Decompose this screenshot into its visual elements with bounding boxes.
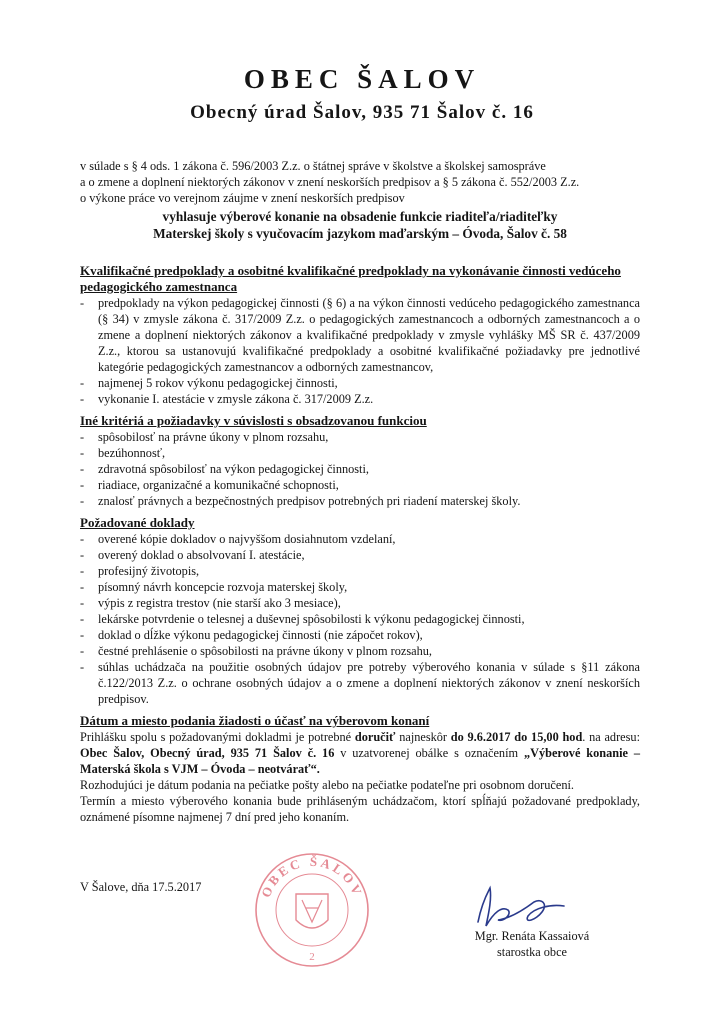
- stamp-number: 2: [309, 951, 315, 963]
- dash-marker: -: [80, 376, 85, 390]
- submission-deliver: doručiť: [354, 730, 396, 744]
- document-body: [80, 263, 640, 825]
- signer-role: starostka obce: [497, 945, 567, 959]
- signature-stroke: [478, 888, 564, 926]
- submission-paragraph: [80, 729, 640, 777]
- list-item-text: zdravotná spôsobilosť na výkon pedagogickej činnosti,: [98, 462, 369, 476]
- section-heading-submission: Dátum a miesto podania žiadosti o účasť na výberovom konaní: [80, 713, 430, 728]
- submission-text: . na adresu:: [582, 730, 640, 744]
- list-item: [80, 461, 640, 477]
- page-title: OBEC ŠALOV: [243, 64, 481, 94]
- stamp-text: OBEC ŠALOV: [258, 853, 366, 900]
- documents-list: [80, 531, 640, 707]
- list-item: [80, 493, 640, 509]
- section-heading-criteria: Iné kritériá a požiadavky v súvislosti s obsadzovanou funkciou: [80, 413, 427, 428]
- submission-address: Obec Šalov, Obecný úrad, 935 71 Šalov č. 16: [80, 746, 335, 760]
- list-item: [80, 375, 640, 391]
- list-item: [80, 477, 640, 493]
- list-item: [80, 445, 640, 461]
- criteria-list: [80, 429, 640, 509]
- section-heading-documents: Požadované doklady: [80, 515, 195, 530]
- list-item: [80, 531, 640, 547]
- list-item-text: doklad o dĺžke výkonu pedagogickej činnosti (nie zápočet rokov),: [98, 628, 423, 642]
- intro-paragraph: [80, 158, 640, 206]
- submission-envelope-label: „Výberové konanie – Materská škola s VJM – Óvoda – neotvárať“.: [80, 746, 640, 776]
- list-item: [80, 627, 640, 643]
- section-heading-qualification: Kvalifikačné predpoklady a osobitné kvalifikačné predpoklady na vykonávanie činnosti vedúceho pedagogického zamestnanca: [80, 263, 621, 294]
- list-item: [80, 391, 640, 407]
- dash-marker: -: [80, 612, 85, 626]
- list-item-text: písomný návrh koncepcie rozvoja materskej školy,: [98, 580, 348, 594]
- submission-text: v uzatvorenej obálke s označením: [334, 746, 524, 760]
- list-item: [80, 429, 640, 445]
- list-item-text: overené kópie dokladov o najvyššom dosiahnutom vzdelaní,: [98, 532, 396, 546]
- announcement: [80, 208, 640, 242]
- list-item-text: predpoklady na výkon pedagogickej činnosti (§ 6) a na výkon činnosti vedúceho pedagogického zamestnanca (§ 34) v zmysle zákona č. 317/2009 Z.z. o pedagogických zamestnancoch a odborných zamestnancoch a o zmene a doplnení niektorých zákonov a kvalifikačné predpoklady v zmysle vyhlášky MŠ SR č. 437/2009 Z.z., ktorou sa ustanovujú kvalifikačné predpoklady a osobitné kvalifikačné požiadavky pre jednotlivé kategórie pedagogických zamestnancov a odborných zamestnancov,: [98, 296, 640, 374]
- submission-text: najneskôr: [395, 730, 451, 744]
- list-item: [80, 295, 640, 375]
- page-subtitle: Obecný úrad Šalov, 935 71 Šalov č. 16: [190, 102, 534, 123]
- submission-note: Rozhodujúci je dátum podania na pečiatke pošty alebo na pečiatke podateľne pri osobnom doručení.: [80, 778, 574, 792]
- list-item-text: bezúhonnosť,: [98, 446, 166, 460]
- dash-marker: -: [80, 430, 85, 444]
- intro-line: v súlade s § 4 ods. 1 zákona č. 596/2003 Z.z. o štátnej správe v školstve a školskej samospráve: [80, 159, 546, 173]
- place-and-date: V Šalove, dňa 17.5.2017: [80, 880, 202, 894]
- announcement-line-1: vyhlasuje výberové konanie na obsadenie funkcie riaditeľa/riaditeľky: [162, 209, 558, 224]
- list-item-text: spôsobilosť na právne úkony v plnom rozsahu,: [98, 430, 329, 444]
- list-item: [80, 595, 640, 611]
- list-item-text: overený doklad o absolvovaní I. atestácie,: [98, 548, 305, 562]
- signer-block: [432, 928, 632, 960]
- stamp-emblem-detail: [302, 900, 322, 922]
- list-item-text: lekárske potvrdenie o telesnej a duševnej spôsobilosti k výkonu pedagogickej činnosti,: [98, 612, 525, 626]
- dash-marker: -: [80, 596, 85, 610]
- list-item-text: čestné prehlásenie o spôsobilosti na právne úkony v plnom rozsahu,: [98, 644, 432, 658]
- dash-marker: -: [80, 494, 85, 508]
- list-item-text: výpis z registra trestov (nie starší ako 3 mesiace),: [98, 596, 341, 610]
- dash-marker: -: [80, 548, 85, 562]
- list-item-text: riadiace, organizačné a komunikačné schopnosti,: [98, 478, 339, 492]
- dash-marker: -: [80, 628, 85, 642]
- dash-marker: -: [80, 644, 85, 658]
- dash-marker: -: [80, 296, 85, 310]
- submission-schedule: Termín a miesto výberového konania bude prihláseným uchádzačom, ktorí spĺňajú požadované predpoklady, oznámené písomne najmenej 7 dní pred jeho konaním.: [80, 794, 640, 824]
- official-stamp: [252, 850, 372, 970]
- list-item-text: profesijný životopis,: [98, 564, 200, 578]
- list-item: [80, 611, 640, 627]
- dash-marker: -: [80, 532, 85, 546]
- submission-text: Prihlášku spolu s požadovanými dokladmi je potrebné: [80, 730, 355, 744]
- list-item: [80, 579, 640, 595]
- dash-marker: -: [80, 580, 85, 594]
- dash-marker: -: [80, 462, 85, 476]
- submission-deadline: do 9.6.2017 do 15,00 hod: [450, 730, 583, 744]
- list-item-text: súhlas uchádzača na použitie osobných údajov pre potreby výberového konania v súlade s §11 zákona č.122/2013 Z.z. o ochrane osobných údajov a o zmene a doplnení niektorých zákonov v znení neskorších predpisov.: [98, 660, 640, 706]
- list-item: [80, 547, 640, 563]
- list-item: [80, 659, 640, 707]
- qualification-list: [80, 295, 640, 407]
- announcement-line-2: Materskej školy s vyučovacím jazykom maďarským – Óvoda, Šalov č. 58: [153, 226, 567, 241]
- dash-marker: -: [80, 392, 85, 406]
- stamp-inner-ring: [276, 874, 348, 946]
- dash-marker: -: [80, 478, 85, 492]
- signer-name: Mgr. Renáta Kassaiová: [474, 929, 590, 943]
- dash-marker: -: [80, 564, 85, 578]
- list-item-text: najmenej 5 rokov výkonu pedagogickej činnosti,: [98, 376, 338, 390]
- dash-marker: -: [80, 446, 85, 460]
- intro-line: o výkone práce vo verejnom záujme v znení neskorších predpisov: [80, 191, 405, 205]
- intro-line: a o zmene a doplnení niektorých zákonov v znení neskorších predpisov a § 5 zákona č. 552/2003 Z.z.: [80, 175, 580, 189]
- list-item: [80, 563, 640, 579]
- list-item: [80, 643, 640, 659]
- list-item-text: znalosť právnych a bezpečnostných predpisov potrebných pri riadení materskej školy.: [98, 494, 521, 508]
- list-item-text: vykonanie I. atestácie v zmysle zákona č. 317/2009 Z.z.: [98, 392, 374, 406]
- dash-marker: -: [80, 660, 85, 674]
